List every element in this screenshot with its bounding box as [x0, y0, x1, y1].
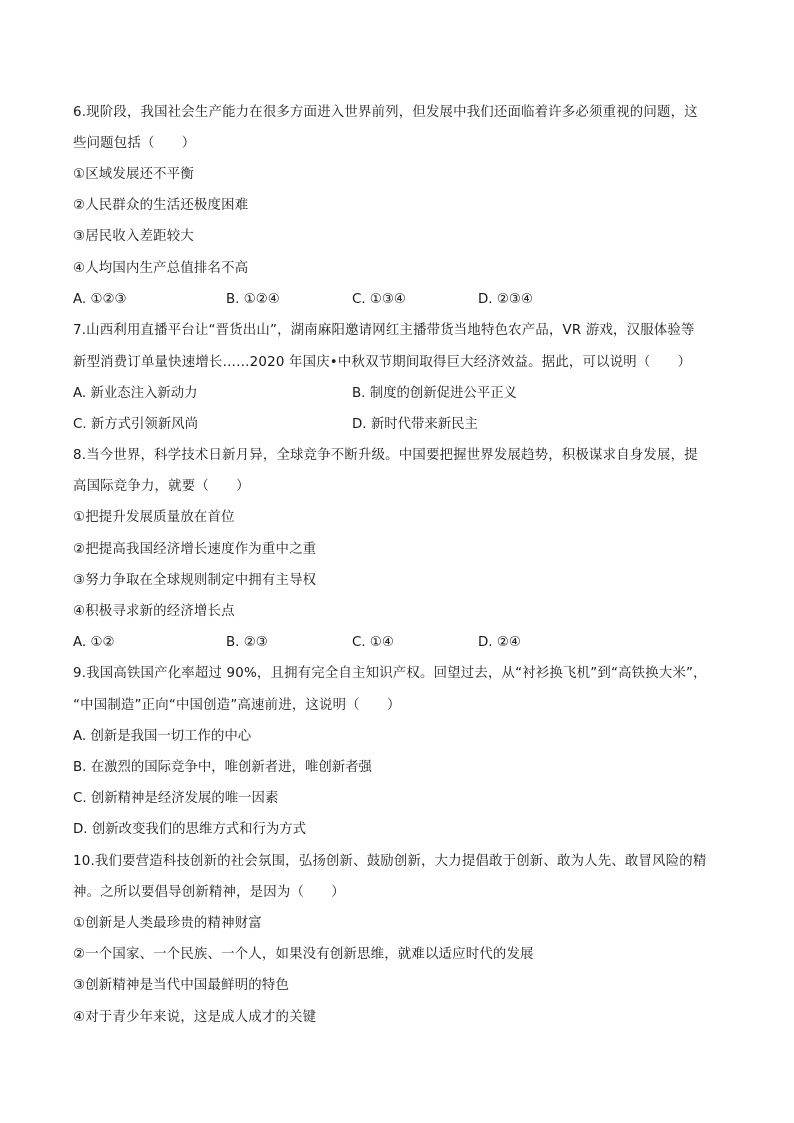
q8-option-a[interactable]: A. ①② [73, 635, 115, 650]
q6-statement-2: ②人民群众的生活还极度困难 [73, 198, 249, 213]
q9-option-b[interactable]: B. 在激烈的国际竞争中，唯创新者进，唯创新者强 [73, 760, 372, 775]
q7-stem-line-1: 7.山西利用直播平台让“晋货出山”，湖南麻阳邀请网红主播带货当地特色农产品，VR 游戏，汉服体验等 [73, 323, 695, 338]
q10-statement-4: ④对于青少年来说，这是成人成才的关键 [73, 1010, 317, 1025]
q6-option-a[interactable]: A. ①②③ [73, 292, 127, 307]
q6-statement-3: ③居民收入差距较大 [73, 229, 194, 244]
q8-option-b[interactable]: B. ②③ [226, 635, 268, 650]
q8-stem-line-1: 8.当今世界，科学技术日新月异，全球竞争不断升级。中国要把握世界发展趋势，积极谋求自身发展，提 [73, 448, 698, 463]
q7-option-b[interactable]: B. 制度的创新促进公平正义 [352, 386, 517, 401]
q8-option-c[interactable]: C. ①④ [352, 635, 394, 650]
q10-statement-3: ③创新精神是当代中国最鲜明的特色 [73, 978, 290, 993]
q7-option-a[interactable]: A. 新业态注入新动力 [73, 386, 198, 401]
q6-stem-line-2: 些问题包括（ ） [73, 136, 196, 151]
q9-stem-line-1: 9.我国高铁国产化率超过 90%，且拥有完全自主知识产权。回望过去，从“衬衫换飞机”到“高铁换大米”， [73, 666, 707, 681]
q6-statement-1: ①区域发展还不平衡 [73, 167, 194, 182]
q9-option-d[interactable]: D. 创新改变我们的思维方式和行为方式 [73, 822, 307, 837]
q7-stem-line-2: 新型消费订单量快速增长……2020 年国庆•中秋双节期间取得巨大经济效益。据此，可以说明（ ） [73, 355, 692, 370]
q8-statement-1: ①把提升发展质量放在首位 [73, 510, 235, 525]
q9-option-a[interactable]: A. 创新是我国一切工作的中心 [73, 729, 252, 744]
q8-statement-4: ④积极寻求新的经济增长点 [73, 604, 235, 619]
q6-option-d[interactable]: D. ②③④ [478, 292, 533, 307]
q10-stem-line-2: 神。之所以要倡导创新精神，是因为（ ） [73, 885, 345, 900]
q6-option-b[interactable]: B. ①②④ [226, 292, 280, 307]
q8-stem-line-2: 高国际竞争力，就要（ ） [73, 479, 250, 494]
q9-stem-line-2: “中国制造”正向“中国创造”高速前进，这说明（ ） [73, 698, 401, 713]
q6-stem-line-1: 6.现阶段，我国社会生产能力在很多方面进入世界前列，但发展中我们还面临着许多必须重视的问题，这 [73, 105, 698, 120]
q8-statement-2: ②把提高我国经济增长速度作为重中之重 [73, 542, 317, 557]
q10-stem-line-1: 10.我们要营造科技创新的社会氛围，弘扬创新、鼓励创新，大力提倡敢于创新、敢为人先、敢冒风险的精 [73, 854, 707, 869]
q6-option-c[interactable]: C. ①③④ [352, 292, 406, 307]
q7-option-d[interactable]: D. 新时代带来新民主 [352, 417, 478, 432]
q9-option-c[interactable]: C. 创新精神是经济发展的唯一因素 [73, 791, 279, 806]
q8-statement-3: ③努力争取在全球规则制定中拥有主导权 [73, 573, 317, 588]
q10-statement-2: ②一个国家、一个民族、一个人，如果没有创新思维，就难以适应时代的发展 [73, 947, 534, 962]
q6-statement-4: ④人均国内生产总值排名不高 [73, 261, 249, 276]
q8-option-d[interactable]: D. ②④ [478, 635, 521, 650]
q7-option-c[interactable]: C. 新方式引领新风尚 [73, 417, 198, 432]
q10-statement-1: ①创新是人类最珍贵的精神财富 [73, 916, 262, 931]
